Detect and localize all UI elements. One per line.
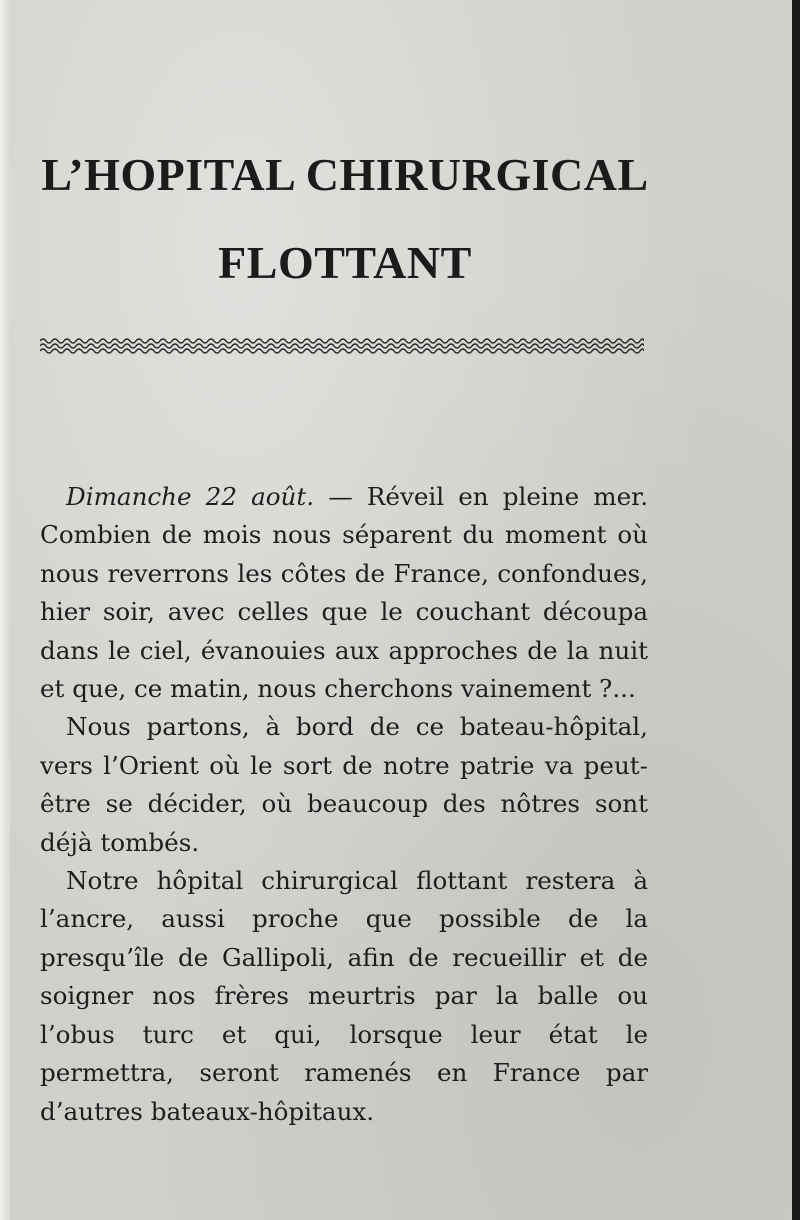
paragraph-1-text: — Réveil en pleine mer. Combien de mois nous séparent du moment où nous reverrons les côtes de France, confondues, hier soir, avec celles que le couchant découpa dans le ciel, évanouies aux approches de la nuit et que, ce matin, nous cherchons vainement ?... — [40, 482, 649, 704]
page-edge-right — [792, 0, 800, 1220]
paragraph-2: Nous partons, à bord de ce bateau-hôpital, vers l’Orient où le sort de notre patrie va peut-être se décider, où beaucoup des nôtres sont déjà tombés. — [40, 712, 648, 857]
paragraph-1 — [40, 478, 648, 708]
paragraph-3: Notre hôpital chirurgical flottant restera à l’ancre, aussi proche que possible de la presqu’île de Gallipoli, afin de recueillir et de soigner nos frères meurtris par la balle ou l’obus turc et qui, lorsque leur état le permettra, seront ramenés en France par d’autres bateaux-hôpitaux. — [40, 866, 648, 1126]
date-lead: Dimanche 22 août. — [66, 482, 315, 511]
chapter-title-line-2: FLOTTANT — [218, 237, 472, 288]
chapter-title-line-1: L’HOPITAL CHIRURGICAL — [41, 149, 649, 200]
wavy-divider — [40, 334, 644, 358]
body-text — [40, 478, 648, 1131]
